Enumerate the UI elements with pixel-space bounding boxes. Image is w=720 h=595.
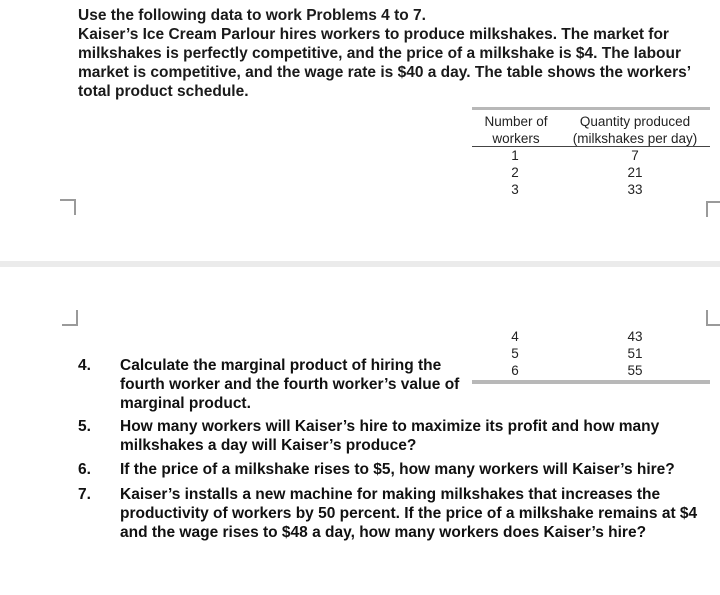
page-break-divider bbox=[0, 261, 720, 267]
table-cell-quantity: 51 bbox=[627, 346, 643, 361]
crop-mark-bottom-left bbox=[62, 310, 78, 326]
table-cell-quantity: 43 bbox=[627, 329, 643, 344]
table-header-quantity bbox=[562, 113, 708, 147]
question-4-text bbox=[120, 356, 465, 413]
question-number: 7. bbox=[78, 486, 91, 503]
question-5-text bbox=[120, 417, 710, 455]
table-cell-quantity: 21 bbox=[627, 165, 643, 180]
question-line: If the price of a milkshake rises to $5, how many workers will Kaiser’s hire? bbox=[120, 461, 675, 478]
question-line: milkshakes a day will Kaiser’s produce? bbox=[120, 437, 417, 454]
question-line: Calculate the marginal product of hiring the bbox=[120, 357, 442, 374]
table-cell-quantity: 33 bbox=[627, 182, 643, 197]
table-cell-quantity: 55 bbox=[627, 363, 643, 378]
crop-mark-top-right bbox=[706, 201, 720, 217]
question-line: Kaiser’s installs a new machine for making milkshakes that increases the bbox=[120, 486, 661, 503]
table-top-rule bbox=[472, 107, 710, 110]
table-cell-workers: 2 bbox=[511, 165, 519, 180]
question-number: 6. bbox=[78, 461, 91, 478]
header-workers-line1: Number of bbox=[484, 114, 548, 129]
table-cell-workers: 1 bbox=[511, 148, 519, 163]
header-qty-line1: Quantity produced bbox=[579, 114, 691, 129]
question-line: fourth worker and the fourth worker’s value of bbox=[120, 376, 460, 393]
table-cell-workers: 3 bbox=[511, 182, 519, 197]
table-cell-workers: 4 bbox=[511, 329, 519, 344]
intro-text bbox=[78, 6, 708, 101]
crop-mark-top-left bbox=[60, 199, 76, 215]
header-workers-line2: workers bbox=[492, 131, 540, 146]
question-6-text bbox=[120, 460, 710, 479]
crop-mark-bottom-right bbox=[706, 310, 720, 326]
header-qty-line2: (milkshakes per day) bbox=[572, 131, 698, 146]
question-number: 4. bbox=[78, 357, 91, 374]
table-cell-workers: 6 bbox=[511, 363, 519, 378]
question-number: 5. bbox=[78, 418, 91, 435]
table-cell-quantity: 7 bbox=[631, 148, 639, 163]
table-header-workers bbox=[476, 113, 556, 147]
intro-paragraph: Kaiser’s Ice Cream Parlour hires workers to produce milkshakes. The market for milkshakes is perfectly competitive, and the price of a milkshake is $4. The labour market is competitive, and the wage rate is $40 a day. The table shows the workers’ total product schedule. bbox=[78, 26, 691, 100]
question-line: and the wage rises to $48 a day, how many workers does Kaiser’s hire? bbox=[120, 524, 647, 541]
question-line: productivity of workers by 50 percent. If the price of a milkshake remains at $4 bbox=[120, 505, 698, 522]
table-bottom-rule bbox=[472, 380, 710, 384]
question-line: marginal product. bbox=[120, 395, 251, 412]
table-cell-workers: 5 bbox=[511, 346, 519, 361]
question-7-text bbox=[120, 485, 710, 542]
intro-line1: Use the following data to work Problems 4 to 7. bbox=[78, 7, 426, 24]
question-line: How many workers will Kaiser’s hire to maximize its profit and how many bbox=[120, 418, 660, 435]
